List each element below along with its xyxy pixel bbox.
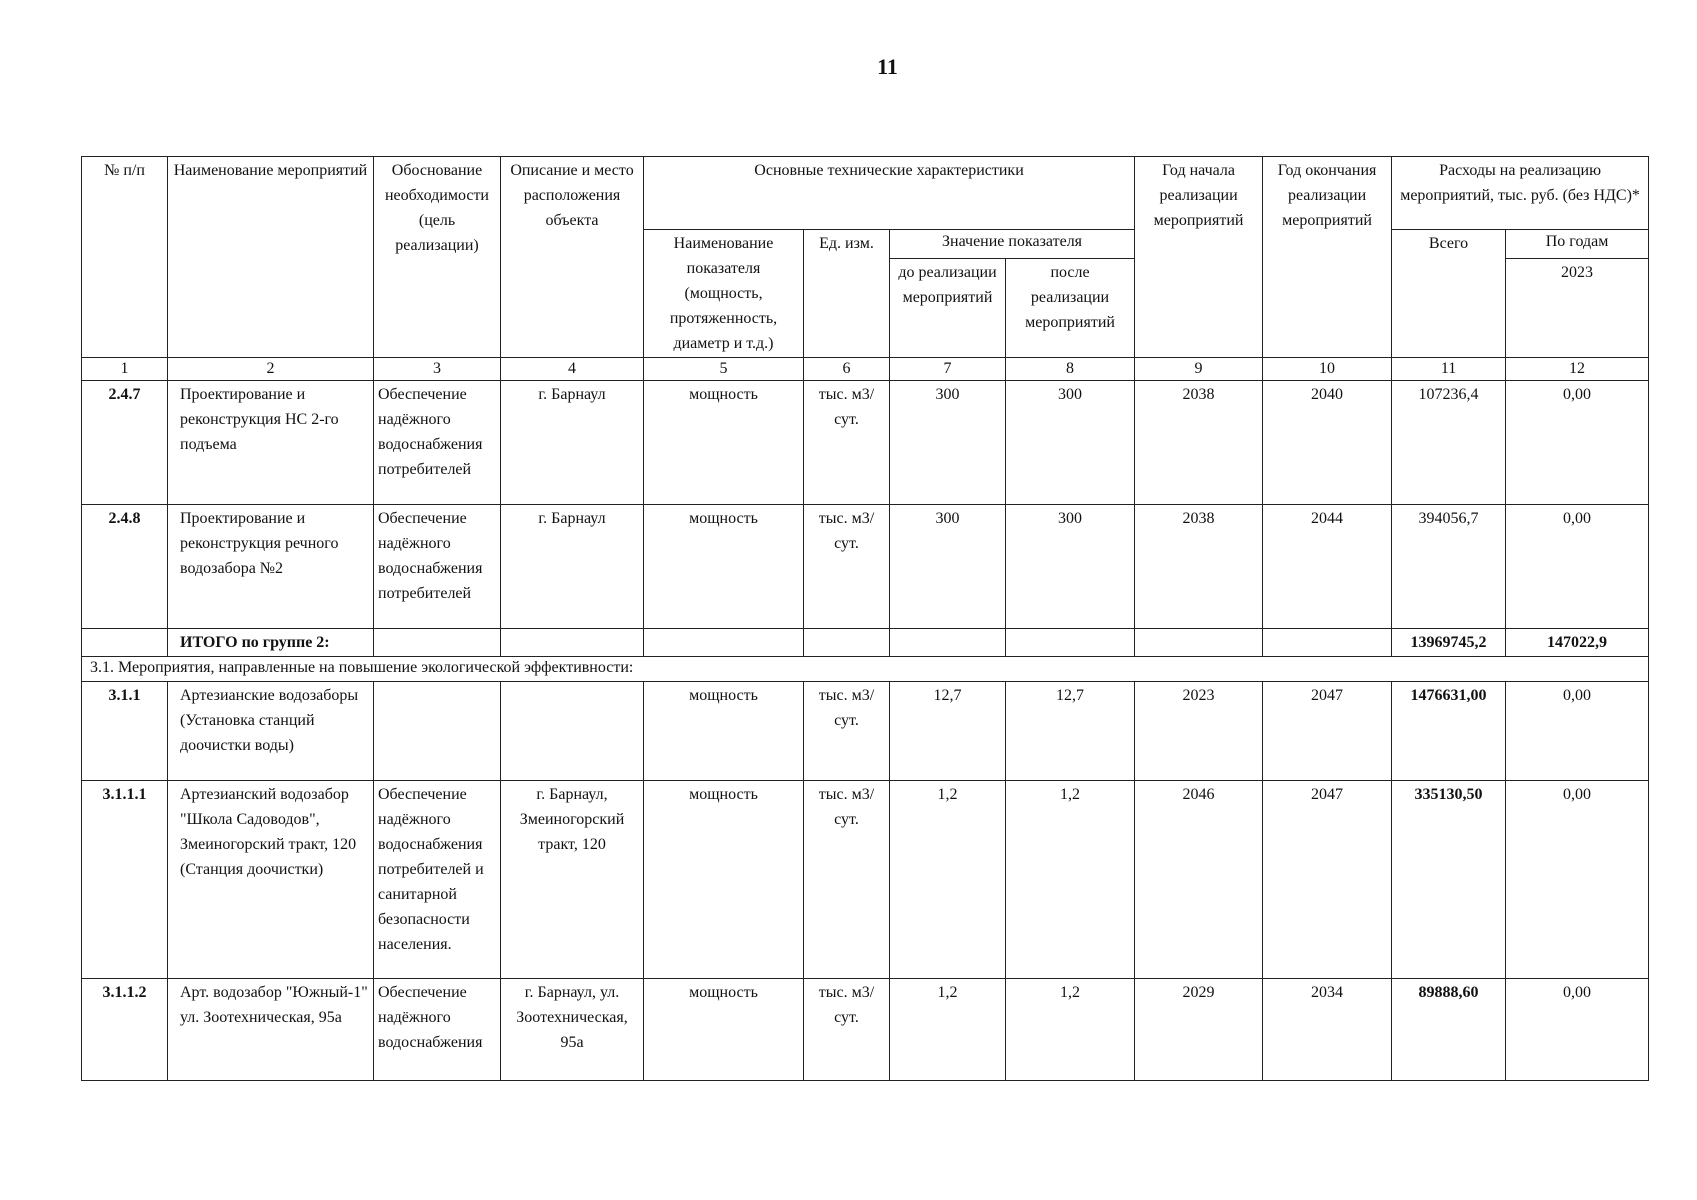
row-total: 107236,4 [1392, 381, 1506, 505]
header-col-start-year: Год начала реализации мероприятий [1135, 157, 1263, 358]
column-number: 5 [644, 358, 804, 381]
row-end-year: 2047 [1263, 781, 1392, 979]
header-row-1 [82, 157, 1649, 230]
column-number: 6 [804, 358, 890, 381]
row-after: 12,7 [1006, 682, 1135, 781]
row-2023: 0,00 [1506, 505, 1649, 629]
row-end-year: 2034 [1263, 979, 1392, 1081]
header-col-end-year: Год окончания реализации мероприятий [1263, 157, 1392, 358]
row-start-year: 2038 [1135, 381, 1263, 505]
page-number: 11 [877, 54, 898, 79]
total-empty-cell [82, 629, 168, 657]
row-end-year: 2047 [1263, 682, 1392, 781]
row-name: Арт. водозабор "Южный-1" ул. Зоотехническая, 95а [168, 979, 374, 1081]
table-row [82, 505, 1649, 629]
row-2023: 0,00 [1506, 979, 1649, 1081]
row-2023: 0,00 [1506, 682, 1649, 781]
row-start-year: 2046 [1135, 781, 1263, 979]
column-number: 8 [1006, 358, 1135, 381]
table-row [82, 979, 1649, 1081]
column-number: 10 [1263, 358, 1392, 381]
row-total: 1476631,00 [1392, 682, 1506, 781]
row-location: г. Барнаул [501, 381, 644, 505]
row-after: 1,2 [1006, 781, 1135, 979]
row-name: Проектирование и реконструкция речного водозабора №2 [168, 505, 374, 629]
total-row [82, 629, 1649, 657]
row-indicator: мощность [644, 505, 804, 629]
row-indicator: мощность [644, 682, 804, 781]
total-empty-cell [1263, 629, 1392, 657]
row-name: Артезианский водозабор "Школа Садоводов", Змеиногорский тракт, 120 (Станция доочистки) [168, 781, 374, 979]
row-indicator: мощность [644, 381, 804, 505]
row-after: 300 [1006, 505, 1135, 629]
row-reason: Обеспечение надёжного водоснабжения потребителей [374, 381, 501, 505]
row-total: 394056,7 [1392, 505, 1506, 629]
header-tech-group: Основные технические характеристики [644, 157, 1135, 230]
row-unit: тыс. м3/сут. [804, 979, 890, 1081]
total-empty-cell [1006, 629, 1135, 657]
row-before: 1,2 [890, 781, 1006, 979]
row-before: 300 [890, 505, 1006, 629]
column-number: 11 [1392, 358, 1506, 381]
total-empty-cell [501, 629, 644, 657]
row-before: 300 [890, 381, 1006, 505]
table-row [82, 781, 1649, 979]
header-col-after: после реализации мероприятий [1006, 258, 1135, 357]
header-col-before: до реализации мероприятий [890, 258, 1006, 357]
row-end-year: 2040 [1263, 381, 1392, 505]
column-numbers-row [82, 358, 1649, 381]
row-name: Артезианские водозаборы (Установка станций доочистки воды) [168, 682, 374, 781]
row-total: 335130,50 [1392, 781, 1506, 979]
row-location: г. Барнаул [501, 505, 644, 629]
section-header-row [82, 657, 1649, 682]
header-col-unit: Ед. изм. [804, 230, 890, 358]
row-2023: 0,00 [1506, 381, 1649, 505]
column-number: 2 [168, 358, 374, 381]
header-col-reason: Обоснование необходимости (цель реализации) [374, 157, 501, 358]
total-empty-cell [374, 629, 501, 657]
row-indicator: мощность [644, 781, 804, 979]
header-year-2023: 2023 [1506, 258, 1649, 357]
row-start-year: 2038 [1135, 505, 1263, 629]
section-title: 3.1. Мероприятия, направленные на повышение экологической эффективности: [82, 657, 1649, 682]
row-indicator: мощность [644, 979, 804, 1081]
row-location: г. Барнаул, Змеиногорский тракт, 120 [501, 781, 644, 979]
header-col-number: № п/п [82, 157, 168, 358]
row-number: 3.1.1 [82, 682, 168, 781]
row-number: 3.1.1.2 [82, 979, 168, 1081]
column-number: 3 [374, 358, 501, 381]
row-end-year: 2044 [1263, 505, 1392, 629]
row-reason [374, 682, 501, 781]
investment-table [81, 156, 1649, 1081]
header-by-year: По годам [1506, 230, 1649, 259]
row-after: 1,2 [1006, 979, 1135, 1081]
row-name: Проектирование и реконструкция НС 2-го подъема [168, 381, 374, 505]
investment-table-container [81, 156, 1649, 1081]
row-before: 12,7 [890, 682, 1006, 781]
row-unit: тыс. м3/сут. [804, 381, 890, 505]
table-row [82, 682, 1649, 781]
header-col-name: Наименование мероприятий [168, 157, 374, 358]
total-label: ИТОГО по группе 2: [168, 629, 374, 657]
total-sum: 13969745,2 [1392, 629, 1506, 657]
total-empty-cell [890, 629, 1006, 657]
header-cost-group: Расходы на реализацию мероприятий, тыс. руб. (без НДС)* [1392, 157, 1649, 230]
row-unit: тыс. м3/сут. [804, 505, 890, 629]
row-before: 1,2 [890, 979, 1006, 1081]
column-number: 7 [890, 358, 1006, 381]
column-number: 4 [501, 358, 644, 381]
row-location [501, 682, 644, 781]
header-col-total: Всего [1392, 230, 1506, 358]
total-empty-cell [1135, 629, 1263, 657]
row-number: 3.1.1.1 [82, 781, 168, 979]
header-col-indicator: Наименование показателя (мощность, протяженность, диаметр и т.д.) [644, 230, 804, 358]
row-reason: Обеспечение надёжного водоснабжения потребителей и санитарной безопасности населения. [374, 781, 501, 979]
row-2023: 0,00 [1506, 781, 1649, 979]
row-number: 2.4.7 [82, 381, 168, 505]
row-after: 300 [1006, 381, 1135, 505]
table-row [82, 381, 1649, 505]
row-start-year: 2029 [1135, 979, 1263, 1081]
column-number: 1 [82, 358, 168, 381]
row-unit: тыс. м3/сут. [804, 682, 890, 781]
row-reason: Обеспечение надёжного водоснабжения [374, 979, 501, 1081]
row-unit: тыс. м3/сут. [804, 781, 890, 979]
header-col-location: Описание и место расположения объекта [501, 157, 644, 358]
total-empty-cell [644, 629, 804, 657]
column-number: 12 [1506, 358, 1649, 381]
row-number: 2.4.8 [82, 505, 168, 629]
header-value-group: Значение показателя [890, 230, 1135, 259]
row-total: 89888,60 [1392, 979, 1506, 1081]
total-2023: 147022,9 [1506, 629, 1649, 657]
total-empty-cell [804, 629, 890, 657]
row-reason: Обеспечение надёжного водоснабжения потребителей [374, 505, 501, 629]
column-number: 9 [1135, 358, 1263, 381]
row-location: г. Барнаул, ул. Зоотехническая, 95а [501, 979, 644, 1081]
row-start-year: 2023 [1135, 682, 1263, 781]
